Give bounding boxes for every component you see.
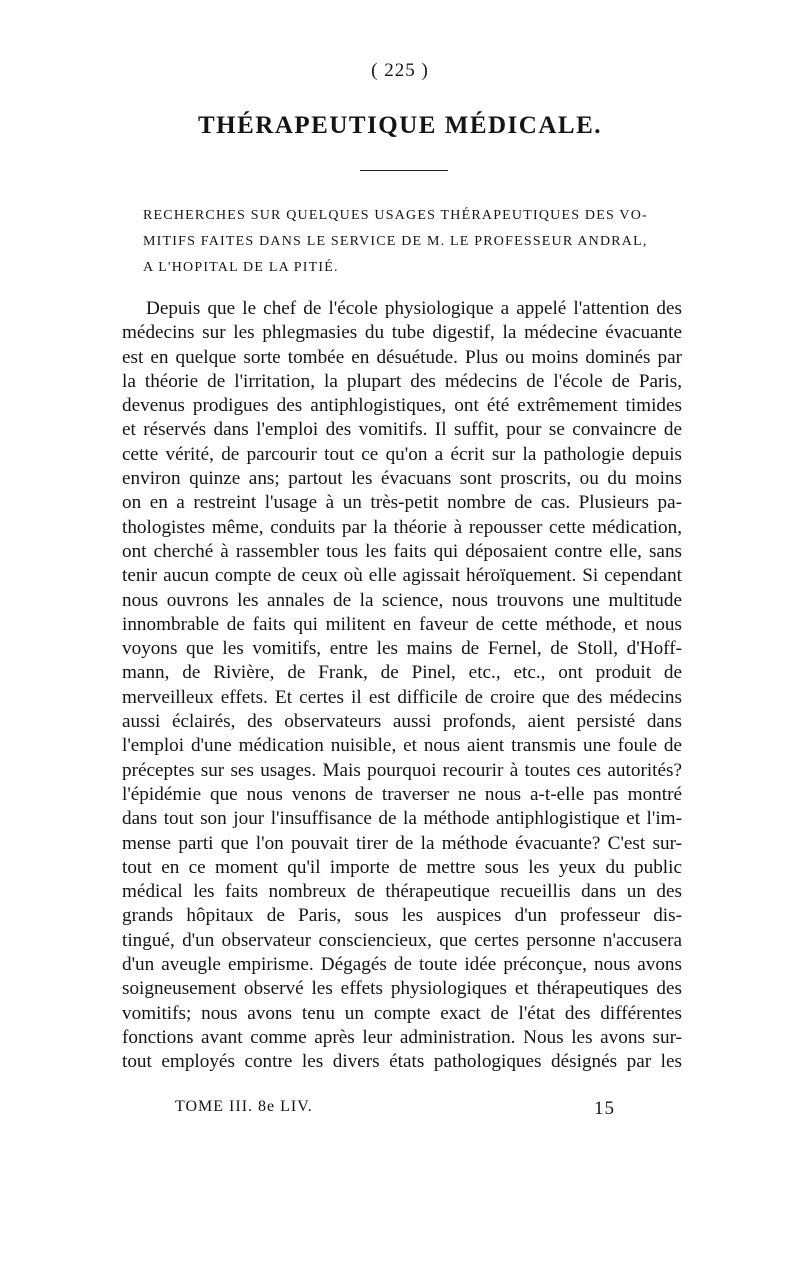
body-line: est en quelque sorte tombée en désuétude. Plus ou moins dominés par [122,346,682,368]
body-line: l'épidémie que nous venons de traverser ne nous a-t-elle pas montré [122,783,682,805]
body-line: on en a restreint l'usage à un très-petit nombre de cas. Plusieurs pa- [122,492,682,514]
article-subtitle [143,203,683,281]
body-line: nous ouvrons les annales de la science, nous trouvons une multitude [122,589,682,611]
body-line: thologistes même, conduits par la théorie à repousser cette médication, [122,516,682,538]
body-line: tout en ce moment qu'il importe de mettre sous les yeux du public [122,856,682,878]
body-line: l'emploi d'une médication nuisible, et nous aient transmis une foule de [122,735,682,757]
body-line: grands hôpitaux de Paris, sous les auspices d'un professeur dis- [122,905,682,927]
body-line: cette vérité, de parcourir tout ce qu'on a écrit sur la pathologie depuis [122,443,682,465]
article-body [122,297,682,1075]
section-title: THÉRAPEUTIQUE MÉDICALE. [198,112,602,139]
body-line: aussi éclairés, des observateurs aussi profonds, aient persisté dans [122,711,682,733]
body-line: préceptes sur ses usages. Mais pourquoi recourir à toutes ces autorités? [122,759,682,781]
subtitle-line: A L'HOPITAL DE LA PITIÉ. [143,260,339,275]
body-line: innombrable de faits qui militent en faveur de cette méthode, et nous [122,613,682,635]
tome-label: TOME III. 8e LIV. [175,1098,313,1115]
body-line: d'un aveugle empirisme. Dégagés de toute idée préconçue, nous avons [122,954,682,976]
body-line: voyons que les vomitifs, entre les mains de Fernel, de Stoll, d'Hoff- [122,638,682,660]
body-line: soigneusement observé les effets physiologiques et thérapeutiques des [122,978,682,1000]
body-line: et réservés dans l'emploi des vomitifs. Il suffit, pour se convaincre de [122,419,682,441]
body-line: tenir aucun compte de ceux où elle agissait héroïquement. Si cependant [122,565,682,587]
body-line: mense parti que l'on pouvait tirer de la méthode évacuante? C'est sur- [122,832,682,854]
body-line: la théorie de l'irritation, la plupart des médecins de l'école de Paris, [122,370,682,392]
body-line: ont cherché à rassembler tous les faits qui déposaient contre elle, sans [122,540,682,562]
body-line: tingué, d'un observateur consciencieux, que certes personne n'accusera [122,929,682,951]
body-line: devenus prodigues des antiphlogistiques, ont été extrêmement timides [122,395,682,417]
page-number: ( 225 ) [371,60,429,81]
body-line: fonctions avant comme après leur administration. Nous les avons sur- [122,1026,682,1048]
body-line: dans tout son jour l'insuffisance de la méthode antiphlogistique et l'im- [122,808,682,830]
title-divider [360,170,448,171]
body-line: médical les faits nombreux de thérapeutique recueillis dans un des [122,881,682,903]
body-line: environ quinze ans; partout les évacuans sont proscrits, ou du moins [122,468,682,490]
body-line: mann, de Rivière, de Frank, de Pinel, etc., etc., ont produit de [122,662,682,684]
body-line: vomitifs; nous avons tenu un compte exact de l'état des différentes [122,1002,682,1024]
body-line: Depuis que le chef de l'école physiologique a appelé l'attention des [146,298,682,319]
body-line: tout employés contre les divers états pathologiques désignés par les [122,1051,682,1073]
signature-mark: 15 [594,1098,615,1119]
body-line: merveilleux effets. Et certes il est difficile de croire que des médecins [122,686,682,708]
subtitle-line: RECHERCHES SUR QUELQUES USAGES THÉRAPEUTIQUES DES VO- [143,208,648,223]
subtitle-line: MITIFS FAITES DANS LE SERVICE DE M. LE PROFESSEUR ANDRAL, [143,234,648,249]
body-line: médecins sur les phlegmasies du tube digestif, la médecine évacuante [122,322,682,344]
